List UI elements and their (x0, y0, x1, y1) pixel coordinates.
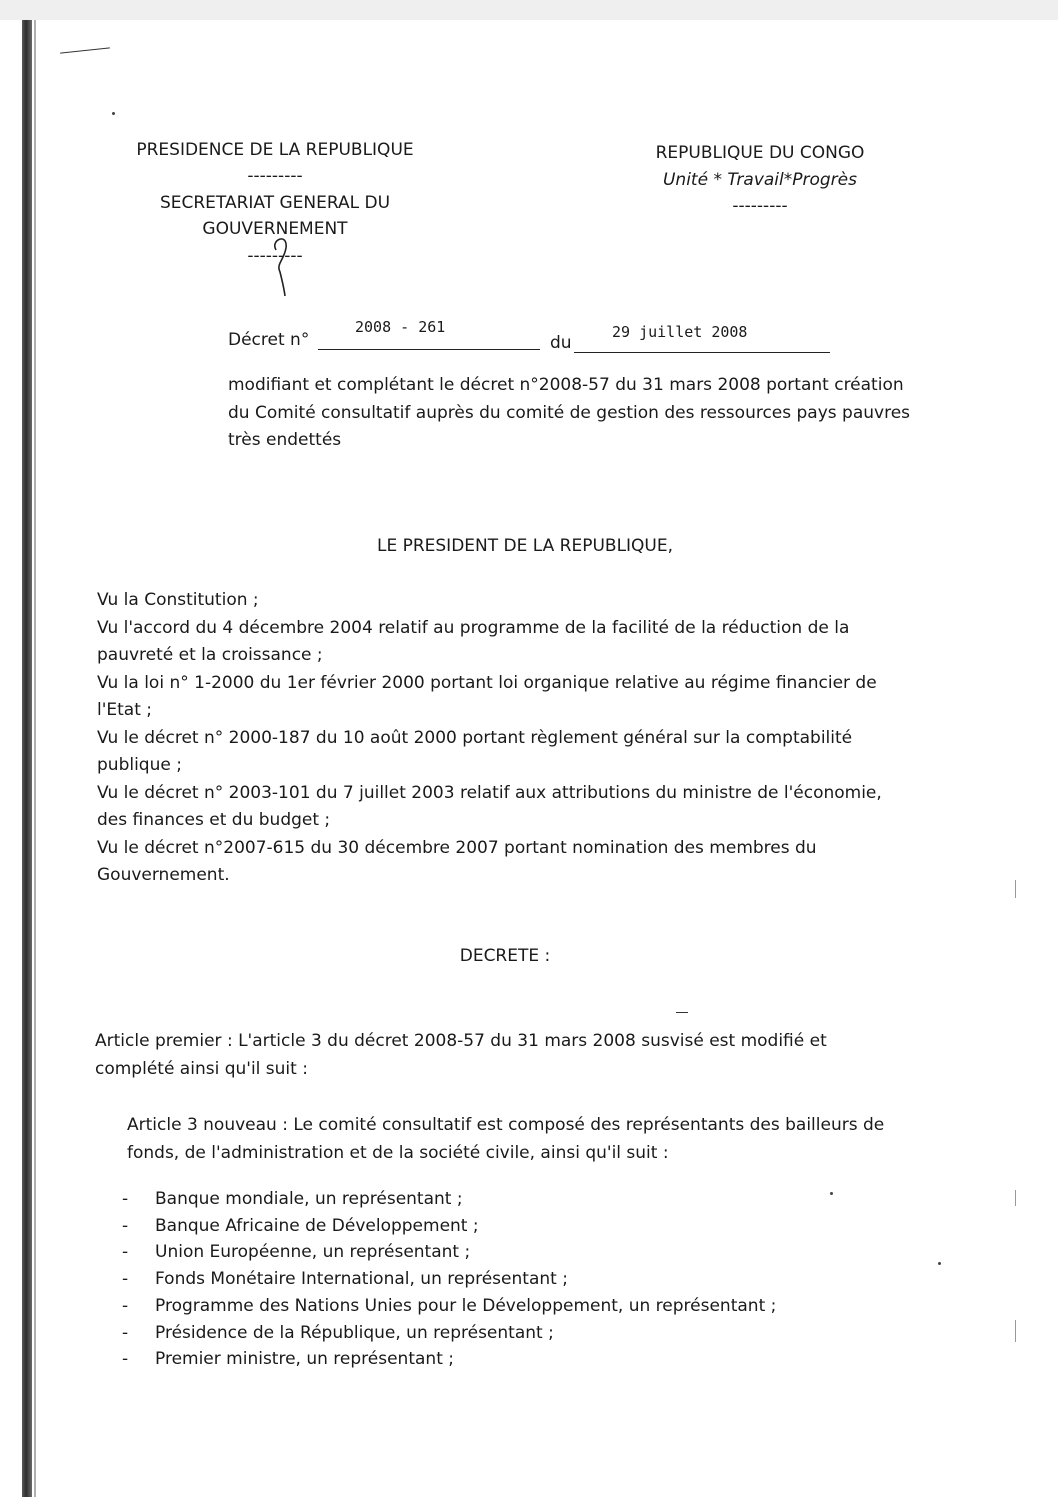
bullet-dash: - (122, 1295, 129, 1316)
visa-line: Vu la Constitution ; (97, 590, 259, 610)
visa-line: pauvreté et la croissance ; (97, 645, 323, 665)
bullet-dash: - (122, 1189, 129, 1209)
visa-line: publique ; (97, 755, 182, 775)
issuer-separator-2: --------- (247, 246, 303, 266)
committee-members-list (122, 1186, 776, 1373)
member-label: Présidence de la République, un représentant ; (155, 1322, 554, 1343)
decree-number-label: Décret n° (228, 330, 310, 350)
member-label: Union Européenne, un représentant ; (155, 1242, 471, 1263)
decree-date: 29 juillet 2008 (612, 323, 748, 341)
visa-line: des finances et du budget ; (97, 810, 331, 830)
article-premier (95, 1028, 955, 1083)
issuer-separator: --------- (247, 166, 303, 186)
list-item (122, 1346, 776, 1373)
issuer-presidence: PRESIDENCE DE LA REPUBLIQUE (136, 140, 414, 160)
member-label: Banque Africaine de Développement ; (155, 1215, 479, 1236)
visa-line: Vu l'accord du 4 décembre 2004 relatif au programme de la facilité de la réduction de la (97, 617, 850, 638)
list-item (122, 1239, 776, 1266)
bullet-dash: - (122, 1349, 129, 1370)
decree-number: 2008 - 261 (355, 318, 446, 336)
country-separator: --------- (732, 196, 788, 216)
scan-artifact-stroke (1015, 1190, 1016, 1206)
scan-artifact-stroke (676, 1012, 688, 1013)
scan-top-margin (0, 0, 1058, 20)
visa-line: Vu le décret n°2007-615 du 30 décembre 2007 portant nomination des membres du (97, 837, 817, 858)
scan-artifact-speck (112, 112, 115, 115)
decree-subject (228, 372, 958, 455)
list-item (122, 1293, 776, 1320)
decree-date-rule (574, 352, 830, 353)
decree-date-label: du (550, 333, 572, 353)
scan-artifact-speck (830, 1192, 833, 1195)
president-heading: LE PRESIDENT DE LA REPUBLIQUE, (376, 536, 674, 556)
handwritten-mark (268, 220, 298, 300)
visa-line: Vu le décret n° 2000-187 du 10 août 2000 portant règlement général sur la comptabilité (97, 727, 853, 748)
list-item (122, 1213, 776, 1240)
scan-artifact-stroke (60, 47, 110, 53)
article-3-line: fonds, de l'administration et de la société civile, ainsi qu'il suit : (127, 1142, 669, 1163)
list-item (122, 1320, 776, 1347)
article-3-line: Article 3 nouveau : Le comité consultatif est composé des représentants des bailleurs de (127, 1115, 885, 1135)
scan-binding-edge-highlight (34, 20, 36, 1497)
article-premier-line: complété ainsi qu'il suit : (95, 1058, 308, 1079)
scan-artifact-stroke (1015, 1320, 1016, 1342)
bullet-dash: - (122, 1242, 129, 1263)
country-name: REPUBLIQUE DU CONGO (655, 143, 865, 163)
issuer-secretariat: SECRETARIAT GENERAL DU (159, 193, 391, 213)
member-label: Programme des Nations Unies pour le Développement, un représentant ; (155, 1295, 777, 1316)
visas-block (97, 587, 955, 890)
decrete-heading: DECRETE : (459, 946, 551, 966)
article-3-nouveau (127, 1112, 957, 1167)
member-label: Banque mondiale, un représentant ; (155, 1189, 463, 1209)
list-item (122, 1186, 776, 1213)
national-motto: Unité * Travail*Progrès (662, 170, 857, 190)
bullet-dash: - (122, 1269, 129, 1290)
decree-number-rule (318, 349, 540, 350)
issuer-gouvernement: GOUVERNEMENT (202, 219, 348, 239)
list-item (122, 1266, 776, 1293)
scan-artifact-stroke (1015, 880, 1016, 898)
scan-artifact-speck (938, 1262, 941, 1265)
subject-line: très endettés (228, 430, 342, 450)
bullet-dash: - (122, 1215, 129, 1236)
member-label: Premier ministre, un représentant ; (155, 1349, 454, 1370)
visa-line: Gouvernement. (97, 865, 230, 885)
bullet-dash: - (122, 1322, 129, 1343)
visa-line: Vu le décret n° 2003-101 du 7 juillet 2003 relatif aux attributions du ministre de l'économie, (97, 782, 882, 803)
subject-line: modifiant et complétant le décret n°2008-57 du 31 mars 2008 portant création (228, 375, 904, 395)
subject-line: du Comité consultatif auprès du comité de gestion des ressources pays pauvres (228, 402, 911, 423)
scan-binding-edge (22, 20, 32, 1497)
article-premier-line: Article premier : L'article 3 du décret 2008-57 du 31 mars 2008 susvisé est modifié et (95, 1031, 827, 1051)
visa-line: Vu la loi n° 1-2000 du 1er février 2000 portant loi organique relative au régime financier de (97, 672, 877, 693)
visa-line: l'Etat ; (97, 700, 153, 720)
member-label: Fonds Monétaire International, un représentant ; (155, 1269, 568, 1290)
